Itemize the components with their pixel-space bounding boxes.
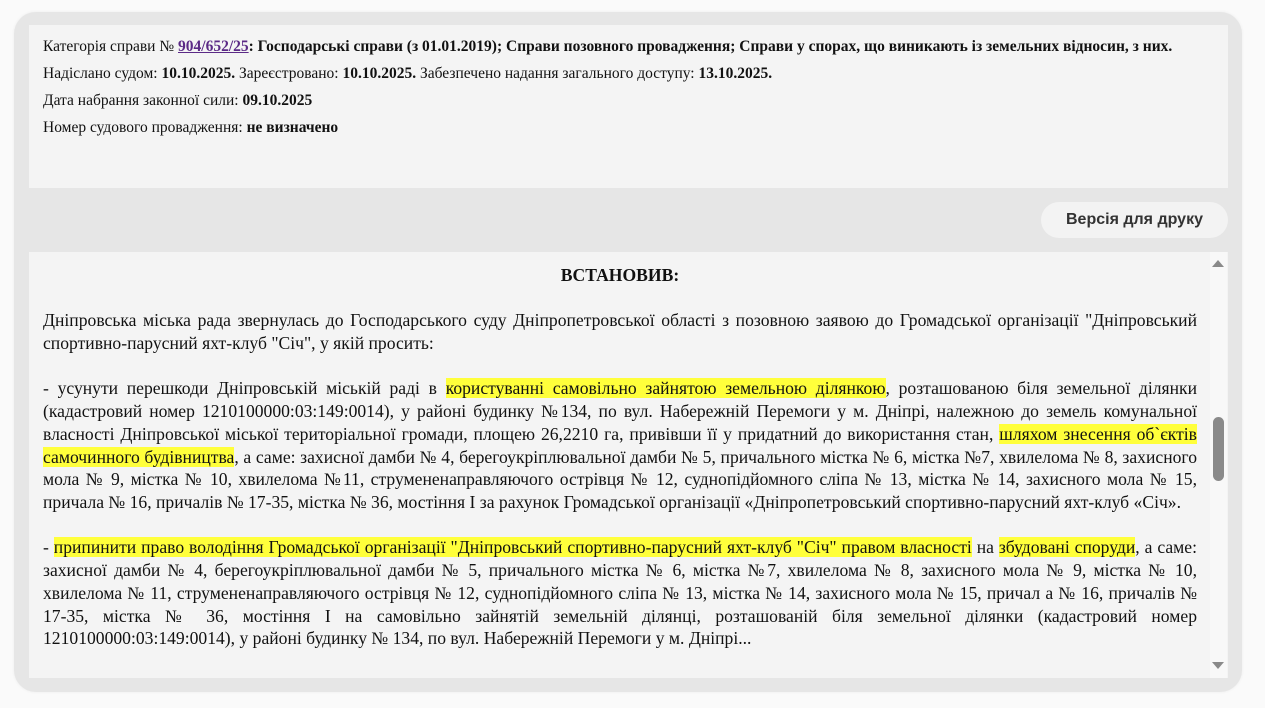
document-intro: Дніпровська міська рада звернулась до Господарського суду Дніпропетровської області з позовною заявою до Громадської організації "Дніпровський спортивно-парусний яхт-клуб "Січ", у якій просить: (43, 310, 1197, 354)
print-version-button[interactable]: Версія для друку (1041, 202, 1228, 238)
case-info-panel (29, 25, 1228, 188)
registered-date: 10.10.2025. (342, 65, 417, 82)
highlight: шляхом знесення об`єктів самочинного будівництва (43, 423, 1197, 467)
case-number-link[interactable]: 904/652/25 (178, 38, 249, 55)
document-scrollbar[interactable] (1210, 252, 1227, 678)
case-category: Категорія справи № 904/652/25: Господарські справи (з 01.01.2019); Справи позовного провадження; Справи у спорах, що виникають із земельних відносин, з них. (43, 38, 1173, 55)
highlight: користуванні самовільно зайнятою земельною ділянкою (445, 378, 886, 399)
scroll-up-arrow-icon[interactable] (1212, 260, 1224, 267)
proceeding-number-row: Номер судового провадження: не визначено (43, 119, 339, 136)
proceeding-number: не визначено (246, 119, 339, 136)
sent-date: 10.10.2025. (161, 65, 236, 82)
document-heading: ВСТАНОВИВ: (560, 265, 680, 285)
document-viewer[interactable] (29, 252, 1228, 678)
case-dates: Надіслано судом: 10.10.2025. Зареєстровано: 10.10.2025. Забезпечено надання загального доступу: 13.10.2025. (43, 65, 773, 82)
case-category-text: : Господарські справи (з 01.01.2019); Справи позовного провадження; Справи у спорах, що виникають із земельних відносин, з них. (248, 38, 1173, 55)
highlight: збудовані споруди (998, 537, 1136, 558)
highlight: припинити право володіння Громадської організації "Дніпровський спортивно-парусний яхт-клуб "Січ" правом власності (53, 537, 972, 558)
effective-date-row: Дата набрання законної сили: 09.10.2025 (43, 92, 313, 109)
effective-date: 09.10.2025 (242, 92, 313, 109)
scrollbar-thumb[interactable] (1213, 417, 1224, 481)
claim-item-2: - припинити право володіння Громадської організації "Дніпровський спортивно-парусний яхт-клуб "Січ" правом власності на збудовані споруди, а саме: захисної дамби № 4, берегоукріплювальної дамби № 5, причального містка № 6, містка №7, хвилелома № 8, захисного мола № 9, містка № 10, хвилелома № 11, струмененаправляючого острівця № 12, суднопідйомного сліпа № 13, містка № 14, захисного мола № 15, причал а № 16, причалів № 17-35, містка № 36, мостіння І на самовільно зайнятій земельній ділянці, розташованій біля земельної ділянки (кадастровий номер 1210100000:03:149:0014), у районі будинку № 134, по вул. Набережній Перемоги у м. Дніпрі... (43, 537, 1197, 649)
access-date: 13.10.2025. (698, 65, 773, 82)
scroll-down-arrow-icon[interactable] (1212, 662, 1224, 669)
document-text (43, 264, 1197, 650)
claim-item-1: - усунути перешкоди Дніпровській міській раді в користуванні самовільно зайнятою земельною ділянкою, розташованою біля земельної ділянки (кадастровий номер 1210100000:03:149:0014), у районі будинку №134, по вул. Набережній Перемоги у м. Дніпрі, належною до земель комунальної власності Дніпровської міської територіальної громади, площею 26,2210 га, привівши її у придатний до використання стан, шляхом знесення об`єктів самочинного будівництва, а саме: захисної дамби № 4, берегоукріплювальної дамби № 5, причального містка № 6, містка №7, хвилелома № 8, захисного мола № 9, містка № 10, хвилелома №11, струмененаправляючого острівця № 12, суднопідйомного сліпа № 13, містка № 14, захисного мола № 15, причала № 16, причалів № 17-35, містка № 36, мостіння І за рахунок Громадської організації «Дніпропетровський спортивно-парусний яхт-клуб «Січ». (43, 378, 1198, 512)
